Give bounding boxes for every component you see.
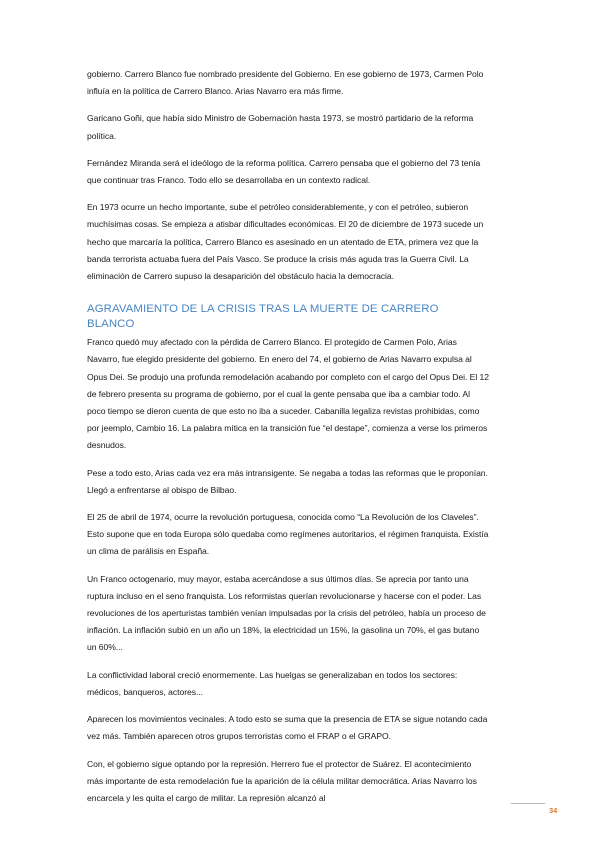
paragraph-2: Garicano Goñi, que había sido Ministro de Gobernación hasta 1973, se mostró partidario de la reforma política. — [87, 113, 474, 141]
paragraph-4: En 1973 ocurre un hecho importante, sube el petróleo considerablemente, y con el petróleo, subieron muchísimas cosas. Se empieza a atisbar dificultades económicas. El 20 de diciembre de 1973 sucede un hecho que marcaría la política, Carrero Blanco es asesinado en un atentado de ETA, primera vez que la banda terrorista actuaba fuera del País Vasco. Se produce la crisis más aguda tras la Guerra Civil. La eliminación de Carrero supuso la desaparición del obstáculo hacia la democracia. — [87, 202, 484, 282]
paragraph-11: Con, el gobierno sigue optando por la represión. Herrero fue el protector de Suárez. El acontecimiento más importante de esta remodelación fue la aparición de la célula militar democrática. Arias Navarro los encarcela y les quita el cargo de militar. La represión alcanzó al — [87, 758, 477, 803]
paragraph-7: El 25 de abril de 1974, ocurre la revolución portuguesa, conocida como “La Revolución de los Claveles”. Esto supone que en toda Europa sólo quedaba como regímenes autoritarios, el régimen franquista. Existía un clima de parálisis en España. — [87, 512, 489, 557]
section-heading: AGRAVAMIENTO DE LA CRISIS TRAS LA MUERTE DE CARRERO BLANCO — [87, 303, 439, 331]
page-number: 34 — [549, 806, 558, 815]
paragraph-3: Fernández Miranda será el ideólogo de la reforma política. Carrero pensaba que el gobierno del 73 tenía que continuar tras Franco. Todo ello se desarrollaba en un contexto radical. — [87, 157, 481, 186]
paragraph-5: Franco quedó muy afectado con la pérdida de Carrero Blanco. El protegido de Carmen Polo, Arias Navarro, fue elegido presidente del gobierno. En enero del 74, el gobierno de Arias Navarro expulsa al Opus Dei. Se produjo una profunda remodelación acabando por completo con el cargo del Opus Dei. El 12 de febrero presenta su programa de gobierno, por el cual la gente pensaba que iba a cambiar todo. Al poco tiempo se dieron cuenta de que esto no iba a suceder. Cabanilla legaliza revistas prohibidas, como por jeemplo, Cambio 16. La palabra mítica en la transición fue “el destape”, comienza a verse los primeros desnudos. — [87, 337, 489, 451]
page-content — [87, 66, 489, 817]
paragraph-6: Pese a todo esto, Arias cada vez era más intransigente. Se negaba a todas las reformas que le proponían. Llegó a enfrentarse al obispo de Bilbao. — [87, 467, 488, 495]
paragraph-10: Aparecen los movimientos vecinales. A todo esto se suma que la presencia de ETA se sigue notando cada vez más. También aparecen otros grupos terroristas como el FRAP o el GRAPO. — [87, 714, 488, 742]
paragraph-8: Un Franco octogenario, muy mayor, estaba acercándose a sus últimos días. Se aprecia por tanto una ruptura incluso en el seno franquista. Los reformistas querían revolucionarse y hacerse con el poder. Las revoluciones de los aperturistas también venían impulsadas por la crisis del petróleo, había un proceso de inflación. La inflación subió en un año un 18%, la electricidad un 15%, la gasolina un 70%, el gas butano un 60%... — [87, 573, 486, 653]
paragraph-1: gobierno. Carrero Blanco fue nombrado presidente del Gobierno. En ese gobierno de 1973, Carmen Polo influía en la política de Carrero Blanco. Arias Navarro era más firme. — [87, 69, 484, 97]
paragraph-9: La conflictividad laboral creció enormemente. Las huelgas se generalizaban en todos los sectores: médicos, banqueros, actores... — [87, 669, 458, 697]
footer-divider — [511, 803, 545, 804]
